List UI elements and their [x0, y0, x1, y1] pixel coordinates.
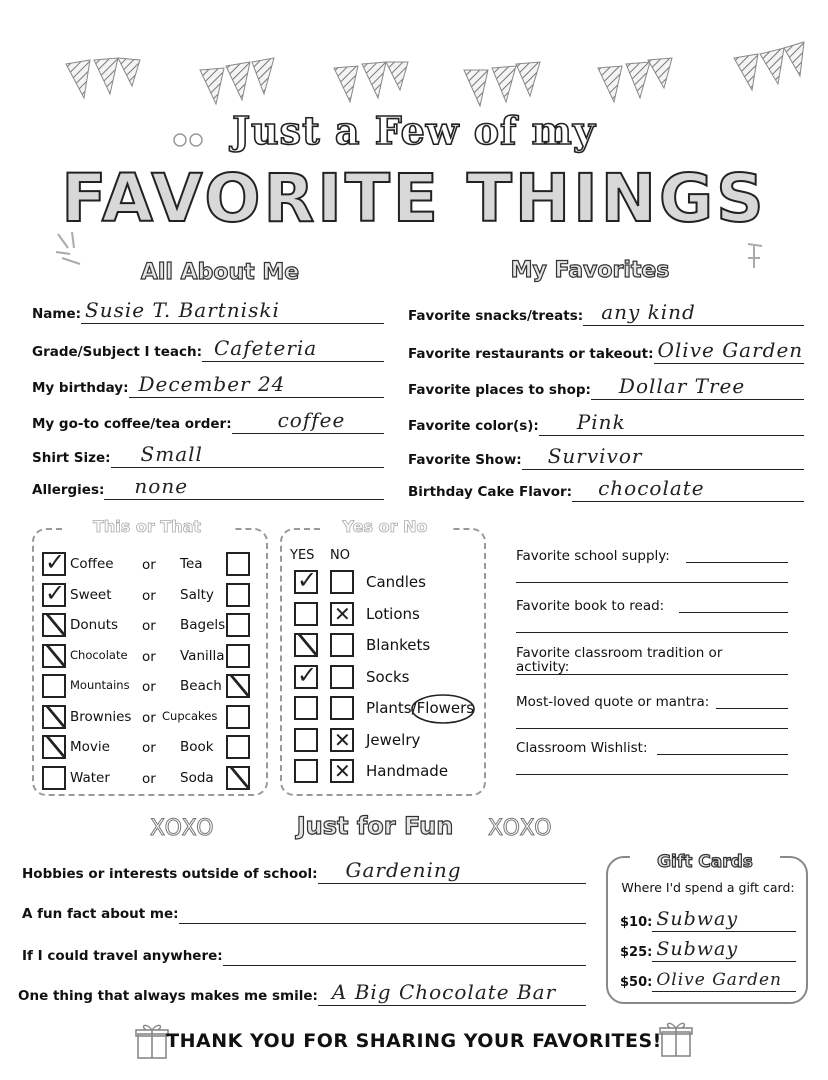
- about-title: All About Me: [140, 260, 300, 285]
- gift-row-25: $25: Subway: [620, 934, 796, 962]
- snacks-field[interactable]: any kind: [583, 298, 804, 326]
- about-grade-row: Grade/Subject I teach: Cafeteria: [32, 334, 384, 362]
- yes-checkbox-blankets[interactable]: [294, 633, 318, 657]
- more-favorite-answer-line[interactable]: [716, 708, 788, 709]
- checkbox-donuts[interactable]: [42, 613, 66, 637]
- more-favorite-label: Most-loved quote or mantra:: [516, 694, 710, 710]
- yes-checkbox-socks[interactable]: [294, 665, 318, 689]
- more-favorite-label: Favorite classroom tradition or activity:: [516, 645, 723, 675]
- option-label: Brownies: [70, 708, 132, 725]
- sparkle-right-icon: [740, 238, 770, 278]
- yes-no-item-label: Plants/Flowers: [366, 699, 475, 717]
- option-label: Donuts: [70, 617, 119, 633]
- checkbox-sweet[interactable]: [42, 583, 66, 607]
- xoxo-right-deco: XOXO: [488, 816, 553, 841]
- no-checkbox-lotions[interactable]: [330, 602, 354, 626]
- yes-no-item-label: Lotions: [366, 604, 420, 623]
- option-label: Beach: [180, 678, 222, 694]
- yes-checkbox-jewelry[interactable]: [294, 728, 318, 752]
- no-checkbox-candles[interactable]: [330, 570, 354, 594]
- option-label: Soda: [180, 769, 214, 786]
- page-title: FAVORITE THINGS: [61, 160, 767, 237]
- option-label: Cupcakes: [162, 708, 218, 723]
- xoxo-left-deco: XOXO: [150, 816, 215, 841]
- gift-25-field[interactable]: Subway: [652, 934, 796, 962]
- fav-shop-row: Favorite places to shop: Dollar Tree: [408, 372, 804, 400]
- color-field[interactable]: Pink: [539, 408, 804, 436]
- or-label: or: [142, 709, 156, 726]
- or-label: or: [142, 557, 156, 573]
- gift-cards-title: Gift Cards: [630, 852, 780, 872]
- option-label: Sweet: [70, 586, 112, 603]
- checkbox-movie[interactable]: [42, 735, 66, 759]
- fun-hobbies-row: Hobbies or interests outside of school: Gardening: [22, 856, 586, 884]
- fun-travel-row: If I could travel anywhere:: [22, 938, 586, 966]
- more-favorite-label: Favorite book to read:: [516, 598, 665, 614]
- hobbies-field[interactable]: Gardening: [318, 856, 586, 884]
- yes-no-item-label: Jewelry: [366, 730, 421, 749]
- option-label: Mountains: [70, 678, 130, 692]
- option-label: Book: [180, 739, 214, 755]
- more-favorite-label: Favorite school supply:: [516, 548, 670, 564]
- more-favorite-answer-line[interactable]: [516, 728, 788, 729]
- name-field[interactable]: Susie T. Bartniski: [81, 296, 384, 324]
- or-label: or: [142, 587, 156, 604]
- checkbox-chocolate[interactable]: [42, 644, 66, 668]
- fav-color-row: Favorite color(s): Pink: [408, 408, 804, 436]
- no-checkbox-blankets[interactable]: [330, 633, 354, 657]
- gift-10-field[interactable]: Subway: [652, 904, 796, 932]
- about-name-row: Name: Susie T. Bartniski: [32, 296, 384, 324]
- about-coffee-row: My go-to coffee/tea order: coffee: [32, 406, 384, 434]
- fav-cake-row: Birthday Cake Flavor: chocolate: [408, 474, 804, 502]
- cake-field[interactable]: chocolate: [572, 474, 804, 502]
- show-field[interactable]: Survivor: [522, 442, 804, 470]
- fav-snacks-row: Favorite snacks/treats: any kind: [408, 298, 804, 326]
- shop-field[interactable]: Dollar Tree: [591, 372, 804, 400]
- coffee-field[interactable]: coffee: [232, 406, 384, 434]
- gift-row-10: $10: Subway: [620, 904, 796, 932]
- more-favorite-answer-line[interactable]: [516, 632, 788, 633]
- option-label: Water: [70, 769, 110, 786]
- about-shirt-row: Shirt Size: Small: [32, 440, 384, 468]
- checkbox-cupcakes[interactable]: [226, 705, 250, 729]
- no-header: NO: [330, 548, 350, 563]
- this-or-that-title: This or That: [62, 517, 232, 536]
- checkbox-salty[interactable]: [226, 583, 250, 607]
- checkbox-bagels[interactable]: [226, 613, 250, 637]
- fun-smile-row: One thing that always makes me smile: A Big Chocolate Bar: [18, 978, 586, 1006]
- about-birthday-row: My birthday: December 24: [32, 370, 384, 398]
- restaurants-field[interactable]: Olive Garden: [654, 336, 804, 364]
- yes-or-no-title: Yes or No: [320, 517, 450, 536]
- no-checkbox-jewelry[interactable]: [330, 728, 354, 752]
- more-favorite-answer-line[interactable]: [516, 774, 788, 775]
- yes-checkbox-candles[interactable]: [294, 570, 318, 594]
- checkbox-beach[interactable]: [226, 674, 250, 698]
- yes-checkbox-plants-flowers[interactable]: [294, 696, 318, 720]
- fun-title: Just for Fun: [296, 812, 454, 840]
- about-allergies-row: Allergies: none: [32, 472, 384, 500]
- or-label: or: [142, 770, 156, 787]
- checkbox-tea[interactable]: [226, 552, 250, 576]
- option-label: Tea: [180, 556, 203, 572]
- yes-checkbox-lotions[interactable]: [294, 602, 318, 626]
- option-label: Coffee: [70, 556, 114, 572]
- more-favorite-answer-line[interactable]: [516, 582, 788, 583]
- gift-cards-subtitle: Where I'd spend a gift card:: [621, 880, 795, 895]
- option-label: Salty: [180, 586, 214, 603]
- option-label: Vanilla: [180, 647, 225, 664]
- or-label: or: [142, 740, 156, 756]
- yes-no-item-label: Socks: [366, 667, 410, 686]
- no-checkbox-handmade[interactable]: [330, 759, 354, 783]
- gift-50-field[interactable]: Olive Garden: [652, 964, 796, 992]
- checkbox-brownies[interactable]: [42, 705, 66, 729]
- or-label: or: [142, 679, 156, 695]
- no-checkbox-plants-flowers[interactable]: [330, 696, 354, 720]
- fav-show-row: Favorite Show: Survivor: [408, 442, 804, 470]
- no-checkbox-socks[interactable]: [330, 665, 354, 689]
- or-label: or: [142, 618, 156, 634]
- checkbox-soda[interactable]: [226, 766, 250, 790]
- smile-field[interactable]: A Big Chocolate Bar: [318, 978, 586, 1006]
- birthday-field[interactable]: December 24: [129, 370, 384, 398]
- checkbox-coffee[interactable]: [42, 552, 66, 576]
- checkbox-mountains[interactable]: [42, 674, 66, 698]
- title-line-1: Just a Few of my: [232, 108, 596, 153]
- more-favorite-answer-line[interactable]: [679, 612, 788, 613]
- fav-restaurants-row: Favorite restaurants or takeout: Olive Garden: [408, 338, 804, 362]
- more-favorite-answer-line[interactable]: [516, 674, 788, 675]
- checkbox-water[interactable]: [42, 766, 66, 790]
- more-favorite-answer-line[interactable]: [686, 562, 788, 563]
- travel-field[interactable]: [223, 938, 586, 966]
- allergies-field[interactable]: none: [104, 472, 384, 500]
- gift-row-50: $50: Olive Garden: [620, 964, 796, 992]
- yes-no-item-label: Handmade: [366, 762, 449, 780]
- yes-no-item-label: Candles: [366, 573, 426, 591]
- yes-header: YES: [290, 548, 315, 563]
- gift-box-right-icon: [658, 1020, 694, 1060]
- more-favorite-answer-line[interactable]: [657, 754, 788, 755]
- fun-fact-field[interactable]: [179, 896, 586, 924]
- checkbox-book[interactable]: [226, 735, 250, 759]
- footer-thank-you: THANK YOU FOR SHARING YOUR FAVORITES!: [166, 1030, 662, 1052]
- shirt-size-field[interactable]: Small: [111, 440, 384, 468]
- fun-fact-row: A fun fact about me:: [22, 896, 586, 924]
- or-label: or: [142, 648, 156, 665]
- yes-checkbox-handmade[interactable]: [294, 759, 318, 783]
- option-label: Movie: [70, 739, 110, 755]
- option-label: Bagels: [180, 617, 226, 633]
- checkbox-vanilla[interactable]: [226, 644, 250, 668]
- yes-no-item-label: Blankets: [366, 636, 431, 654]
- flowers-circle-mark: [410, 692, 476, 726]
- grade-field[interactable]: Cafeteria: [202, 334, 384, 362]
- more-favorite-label: Classroom Wishlist:: [516, 740, 648, 756]
- option-label: Chocolate: [70, 647, 128, 662]
- favorites-title: My Favorites: [510, 258, 670, 283]
